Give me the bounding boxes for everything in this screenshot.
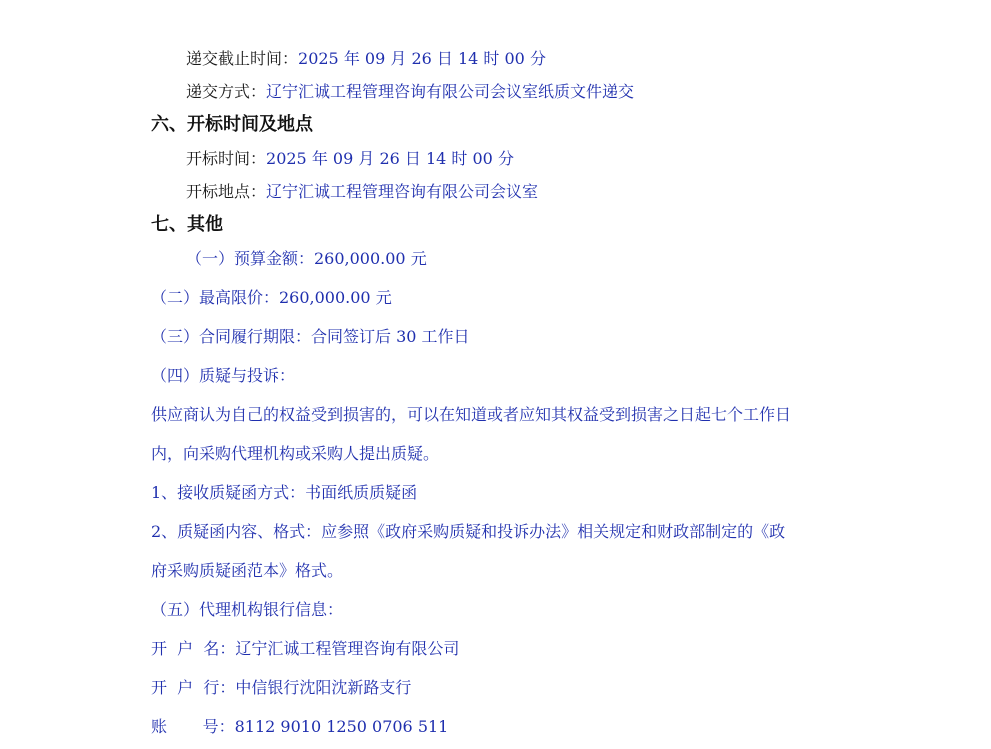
complaint-title: （四）质疑与投诉： bbox=[151, 366, 296, 385]
account-number: 账 号：8112 9010 1250 0706 511 bbox=[151, 717, 449, 736]
complaint-paragraph bbox=[151, 404, 791, 426]
method-label: 递交方式： bbox=[186, 82, 267, 101]
deadline-value: 2025 年 09 月 26 日 14 时 00 分 bbox=[298, 49, 546, 68]
complaint-item-2 bbox=[151, 521, 785, 543]
section-7-heading: 七、其他 bbox=[151, 214, 223, 235]
bank-info-title: （五）代理机构银行信息： bbox=[151, 600, 344, 619]
bid-opening-time bbox=[186, 148, 514, 170]
opening-time-value: 2025 年 09 月 26 日 14 时 00 分 bbox=[266, 149, 514, 168]
max-price: （二）最高限价：260,000.00 元 bbox=[151, 288, 392, 307]
complaint-paragraph-cont bbox=[151, 443, 439, 465]
complaint-item-2-line-1: 2、质疑函内容、格式：应参照《政府采购质疑和投诉办法》相关规定和财政部制定的《政 bbox=[151, 522, 786, 541]
budget-amount: （一）预算金额：260,000.00 元 bbox=[186, 249, 427, 268]
account-name: 开 户 名：辽宁汇诚工程管理咨询有限公司 bbox=[151, 639, 460, 658]
complaint-paragraph-line-1: 供应商认为自己的权益受到损害的，可以在知道或者应知其权益受到损害之日起七个工作日 bbox=[151, 405, 792, 424]
bid-opening-place bbox=[186, 181, 538, 203]
complaint-paragraph-line-2: 内，向采购代理机构或采购人提出质疑。 bbox=[151, 444, 440, 463]
opening-time-label: 开标时间： bbox=[186, 149, 267, 168]
submission-method bbox=[186, 81, 634, 103]
contract-term: （三）合同履行期限：合同签订后 30 工作日 bbox=[151, 327, 470, 346]
complaint-item-1: 1、接收质疑函方式：书面纸质质疑函 bbox=[151, 483, 418, 502]
deadline-label: 递交截止时间： bbox=[186, 49, 299, 68]
submission-deadline bbox=[186, 48, 546, 70]
opening-place-value: 辽宁汇诚工程管理咨询有限公司会议室 bbox=[266, 182, 539, 201]
complaint-item-2-cont bbox=[151, 560, 343, 582]
section-6-heading: 六、开标时间及地点 bbox=[151, 114, 313, 135]
bank-name: 开 户 行：中信银行沈阳沈新路支行 bbox=[151, 678, 412, 697]
complaint-item-2-line-2: 府采购质疑函范本》格式。 bbox=[151, 561, 344, 580]
opening-place-label: 开标地点： bbox=[186, 182, 267, 201]
method-value: 辽宁汇诚工程管理咨询有限公司会议室纸质文件递交 bbox=[266, 82, 635, 101]
